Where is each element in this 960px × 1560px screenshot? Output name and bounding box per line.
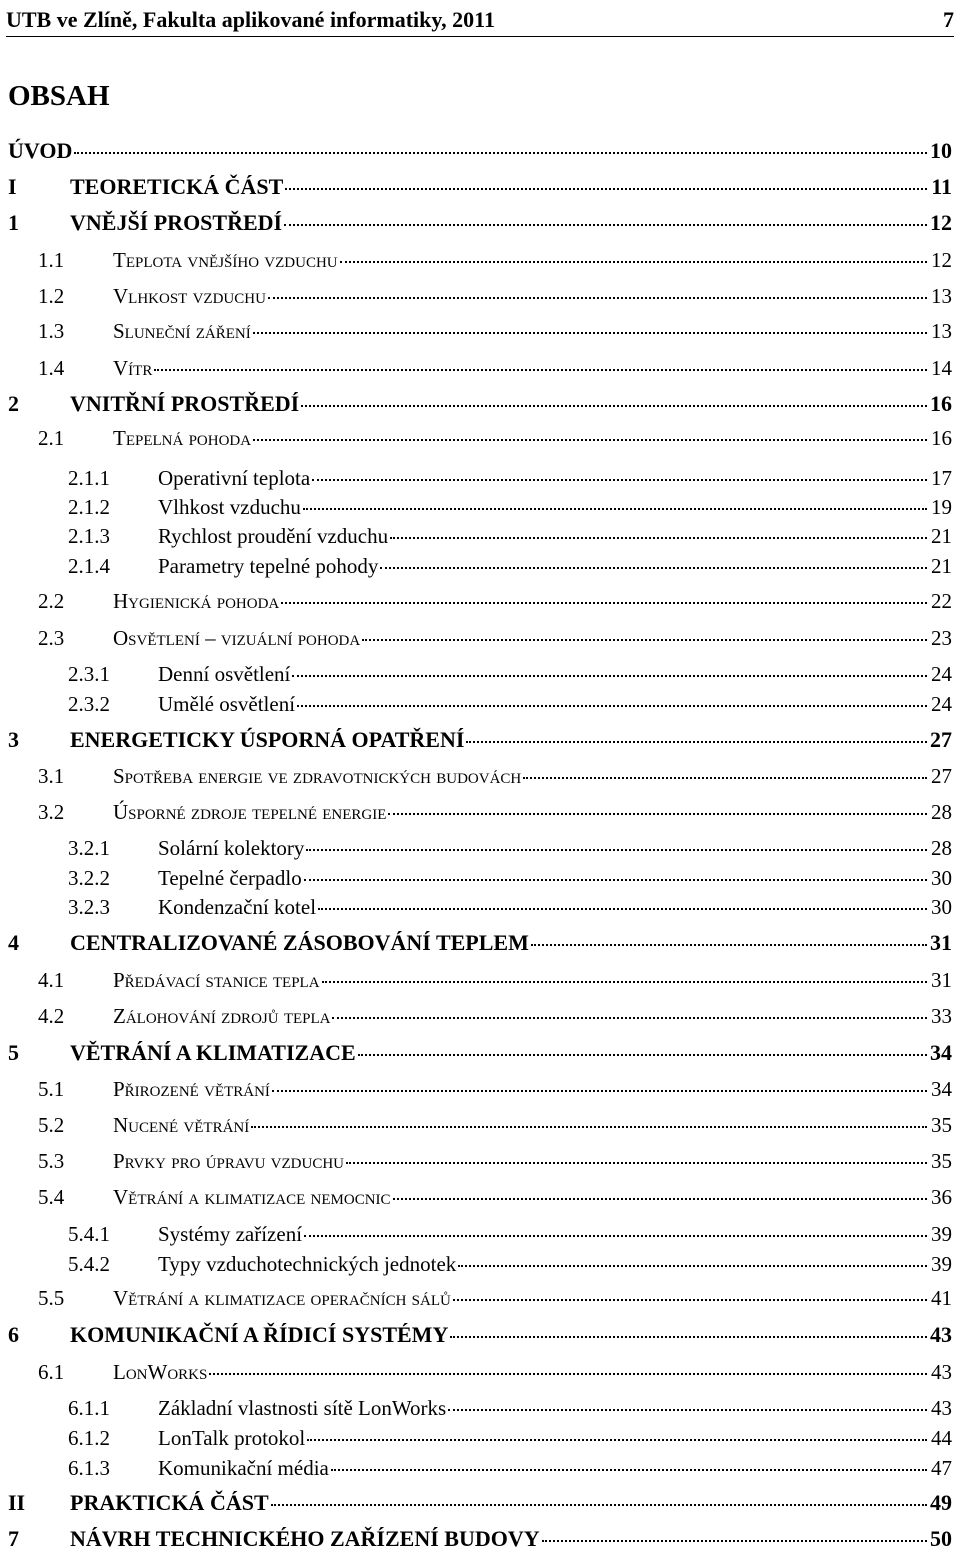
toc-entry[interactable] [0,1113,952,1138]
toc-entry-number: 6.1.2 [68,1426,110,1450]
toc-entry[interactable] [0,248,952,273]
toc-entry-number: 1.4 [38,356,65,380]
toc-entry-number: 6.1.3 [68,1456,110,1480]
dot-leader [297,705,927,707]
dot-leader [74,152,927,154]
toc-entry[interactable] [0,1040,952,1066]
toc-entry-page: 31 [930,930,952,955]
toc-entry-page: 16 [930,391,952,416]
toc-entry-page: 34 [931,1077,952,1101]
toc-entry-label: PRAKTICKÁ ČÁST [70,1490,269,1515]
toc-entry-page: 35 [931,1113,952,1137]
toc-entry-page: 13 [931,319,952,343]
toc-entry-number: 6 [8,1322,19,1347]
toc-entry[interactable] [0,1426,952,1451]
toc-entry-number: 3.2 [38,800,65,824]
toc-entry-page: 12 [930,210,952,235]
toc-entry-number: 2.1 [38,426,65,450]
toc-entry-label: Vítr [113,356,153,380]
toc-entry-page: 33 [931,1004,952,1028]
toc-entry-page: 43 [931,1396,952,1420]
toc-entry-label: Větrání a klimatizace nemocnic [113,1185,391,1209]
toc-entry-label: Solární kolektory [158,836,305,860]
dot-leader [531,944,927,946]
dot-leader [301,405,927,407]
dot-leader [318,908,927,910]
toc-entry[interactable] [0,1526,952,1552]
toc-entry[interactable] [0,895,952,920]
toc-entry-page: 22 [931,589,952,613]
toc-entry-number: 2 [8,391,19,416]
toc-entry-page: 49 [930,1490,952,1515]
toc-entry[interactable] [0,284,952,309]
toc-entry-page: 14 [931,356,952,380]
toc-entry-number: 1.1 [38,248,65,272]
toc-entry-number: 5.2 [38,1113,65,1137]
dot-leader [285,188,927,190]
toc-entry-page: 10 [930,138,952,163]
toc-entry-page: 43 [931,1360,952,1384]
toc-entry-label: Sluneční záření [113,319,251,343]
toc-entry[interactable] [0,800,952,825]
dot-leader [322,981,927,983]
toc-entry-number: 5.4.1 [68,1222,110,1246]
toc-entry-number: 3 [8,727,19,752]
toc-entry[interactable] [0,174,952,200]
toc-entry[interactable] [0,626,952,651]
toc-entry-page: 27 [931,764,952,788]
toc-entry[interactable] [0,1149,952,1174]
toc-entry-label: Parametry tepelné pohody [158,554,379,578]
toc-entry-label: Základní vlastnosti sítě LonWorks [158,1396,447,1420]
toc-entry[interactable] [0,1490,952,1516]
toc-entry-label: Tepelná pohoda [113,426,252,450]
toc-entry-label: Prvky pro úpravu vzduchu [113,1149,344,1173]
toc-entry-label: Úsporné zdroje tepelné energie [113,800,387,824]
toc-entry-number: 1 [8,210,19,235]
toc-entry-page: 39 [931,1252,952,1276]
dot-leader [450,1336,927,1338]
toc-entry[interactable] [0,930,952,956]
toc-entry-page: 31 [931,968,952,992]
toc-entry[interactable] [0,554,952,579]
dot-leader [304,1235,927,1237]
dot-leader [358,1054,927,1056]
toc-entry-number: 6.1.1 [68,1396,110,1420]
dot-leader [253,439,927,441]
toc-entry-label: Předávací stanice tepla [113,968,320,992]
toc-title: OBSAH [8,80,110,112]
page-number: 7 [943,7,954,32]
toc-entry[interactable] [0,1004,952,1029]
dot-leader [523,777,927,779]
toc-entry[interactable] [0,866,952,891]
toc-entry-label: Zálohování zdrojů tepla [113,1004,331,1028]
toc-entry-number: 2.3 [38,626,65,650]
toc-entry-label: Operativní teplota [158,466,311,490]
toc-entry-number: 5.4.2 [68,1252,110,1276]
toc-entry-label: Spotřeba energie ve zdravotnických budovách [113,764,522,788]
toc-entry-number: I [8,174,17,199]
toc-entry-label: ENERGETICKY ÚSPORNÁ OPATŘENÍ [70,727,465,752]
dot-leader [209,1373,927,1375]
toc-entry-label: Větrání a klimatizace operačních sálů [113,1286,451,1310]
toc-entry-label: Vlhkost vzduchu [158,495,301,519]
dot-leader [380,567,927,569]
dot-leader [390,537,927,539]
dot-leader [307,1439,927,1441]
toc-entry-number: 5.1 [38,1077,65,1101]
dot-leader [388,813,927,815]
toc-entry-label: Osvětlení – vizuální pohoda [113,626,361,650]
toc-entry-label: Tepelné čerpadlo [158,866,302,890]
dot-leader [292,675,927,677]
header-title: UTB ve Zlíně, Fakulta aplikované informatiky, 2011 [6,7,495,32]
toc-entry-number: 2.1.1 [68,466,110,490]
dot-leader [448,1409,927,1411]
toc-entry-label: Umělé osvětlení [158,692,296,716]
dot-leader [332,1017,927,1019]
dot-leader [340,261,927,263]
toc-entry-label: ÚVOD [8,138,73,163]
toc-entry-number: 2.1.4 [68,554,110,578]
toc-entry-label: Vlhkost vzduchu [113,284,266,308]
toc-entry[interactable] [0,589,952,614]
toc-entry-number: 5.5 [38,1286,65,1310]
toc-entry-label: Rychlost proudění vzduchu [158,524,389,548]
dot-leader [271,1504,927,1506]
toc-entry[interactable] [0,1222,952,1247]
toc-entry-page: 35 [931,1149,952,1173]
toc-entry-label: VNĚJŠÍ PROSTŘEDÍ [70,210,283,235]
toc-entry-number: 3.1 [38,764,65,788]
toc-entry[interactable] [0,524,952,549]
toc-entry[interactable] [0,1077,952,1102]
toc-entry-number: 2.3.1 [68,662,110,686]
toc-entry[interactable] [0,426,952,451]
toc-entry-label: NÁVRH TECHNICKÉHO ZAŘÍZENÍ BUDOVY [70,1526,540,1551]
toc-entry-page: 44 [931,1426,952,1450]
toc-entry-number: 4.2 [38,1004,65,1028]
toc-entry-number: 2.1.3 [68,524,110,548]
toc-entry[interactable] [0,1396,952,1421]
toc-entry-label: CENTRALIZOVANÉ ZÁSOBOVÁNÍ TEPLEM [70,930,529,955]
dot-leader [453,1299,927,1301]
toc-entry-label: Nucené větrání [113,1113,250,1137]
toc-entry-number: 1.2 [38,284,65,308]
toc-entry-number: 2.2 [38,589,65,613]
toc-entry-number: 7 [8,1526,19,1551]
toc-entry-page: 11 [931,174,952,199]
toc-entry[interactable] [0,662,952,687]
dot-leader [346,1162,927,1164]
toc-entry-label: Přirozené větrání [113,1077,270,1101]
toc-entry-page: 24 [931,662,952,686]
dot-leader [284,224,927,226]
toc-entry-number: 2.1.2 [68,495,110,519]
toc-entry-page: 36 [931,1185,952,1209]
dot-leader [362,639,927,641]
dot-leader [253,332,927,334]
toc-entry[interactable] [0,968,952,993]
toc-entry-number: 3.2.1 [68,836,110,860]
toc-entry-label: KOMUNIKAČNÍ A ŘÍDICÍ SYSTÉMY [70,1322,449,1347]
toc-entry-label: Komunikační média [158,1456,329,1480]
toc-entry-number: 6.1 [38,1360,65,1384]
toc-entry-page: 39 [931,1222,952,1246]
toc-entry-label: Typy vzduchotechnických jednotek [158,1252,457,1276]
dot-leader [281,602,927,604]
toc-entry-page: 12 [931,248,952,272]
toc-entry-page: 28 [931,800,952,824]
toc-entry-page: 41 [931,1286,952,1310]
toc-entry-page: 23 [931,626,952,650]
toc-entry-page: 28 [931,836,952,860]
toc-entry-page: 27 [930,727,952,752]
toc-entry-number: 5.4 [38,1185,65,1209]
toc-entry-page: 19 [931,495,952,519]
toc-entry-number: 4 [8,930,19,955]
toc-entry-label: Denní osvětlení [158,662,291,686]
toc-entry-label: Systémy zařízení [158,1222,303,1246]
toc-entry[interactable] [0,692,952,717]
dot-leader [272,1090,927,1092]
toc-entry-page: 50 [930,1526,952,1551]
toc-entry-page: 21 [931,554,952,578]
toc-entry-page: 24 [931,692,952,716]
toc-entry-label: Hygienická pohoda [113,589,280,613]
toc-entry-label: Kondenzační kotel [158,895,317,919]
toc-entry-number: 3.2.3 [68,895,110,919]
toc-entry[interactable] [0,1360,952,1385]
dot-leader [251,1126,927,1128]
toc-entry-label: TEORETICKÁ ČÁST [70,174,284,199]
dot-leader [393,1198,927,1200]
dot-leader [304,879,927,881]
dot-leader [303,508,927,510]
toc-entry-page: 47 [931,1456,952,1480]
toc-entry[interactable] [0,391,952,417]
toc-entry-page: 21 [931,524,952,548]
toc-entry-label: LonTalk protokol [158,1426,306,1450]
dot-leader [542,1540,927,1542]
toc-entry[interactable] [0,764,952,789]
toc-entry[interactable] [0,1252,952,1277]
toc-entry-number: 5.3 [38,1149,65,1173]
toc-entry-page: 30 [931,866,952,890]
toc-entry[interactable] [0,356,952,381]
toc-entry-number: 4.1 [38,968,65,992]
toc-entry[interactable] [0,466,952,491]
toc-entry[interactable] [0,727,952,753]
toc-entry[interactable] [0,1286,952,1311]
toc-entry[interactable] [0,1322,952,1348]
toc-entry[interactable] [0,1185,952,1210]
dot-leader [306,849,927,851]
toc-entry-label: LonWorks [113,1360,208,1384]
toc-entry-label: Teplota vnějšího vzduchu [113,248,338,272]
toc-entry-page: 30 [931,895,952,919]
dot-leader [154,369,927,371]
toc-entry-page: 43 [930,1322,952,1347]
dot-leader [312,479,927,481]
toc-entry-page: 17 [931,466,952,490]
toc-entry-number: II [8,1490,26,1515]
dot-leader [458,1265,927,1267]
toc-entry[interactable] [0,138,952,164]
dot-leader [466,741,927,743]
dot-leader [331,1469,927,1471]
dot-leader [268,297,927,299]
toc-entry-number: 2.3.2 [68,692,110,716]
toc-entry-number: 5 [8,1040,19,1065]
toc-entry-number: 1.3 [38,319,65,343]
toc-entry-label: VĚTRÁNÍ A KLIMATIZACE [70,1040,356,1065]
toc-entry-number: 3.2.2 [68,866,110,890]
toc-entry[interactable] [0,210,952,236]
toc-entry[interactable] [0,1456,952,1481]
page-header [6,0,954,37]
toc-entry[interactable] [0,319,952,344]
toc-entry[interactable] [0,495,952,520]
toc-entry[interactable] [0,836,952,861]
toc-entry-page: 16 [931,426,952,450]
toc-entry-page: 13 [931,284,952,308]
toc-entry-page: 34 [930,1040,952,1065]
toc-entry-label: VNITŘNÍ PROSTŘEDÍ [70,391,300,416]
